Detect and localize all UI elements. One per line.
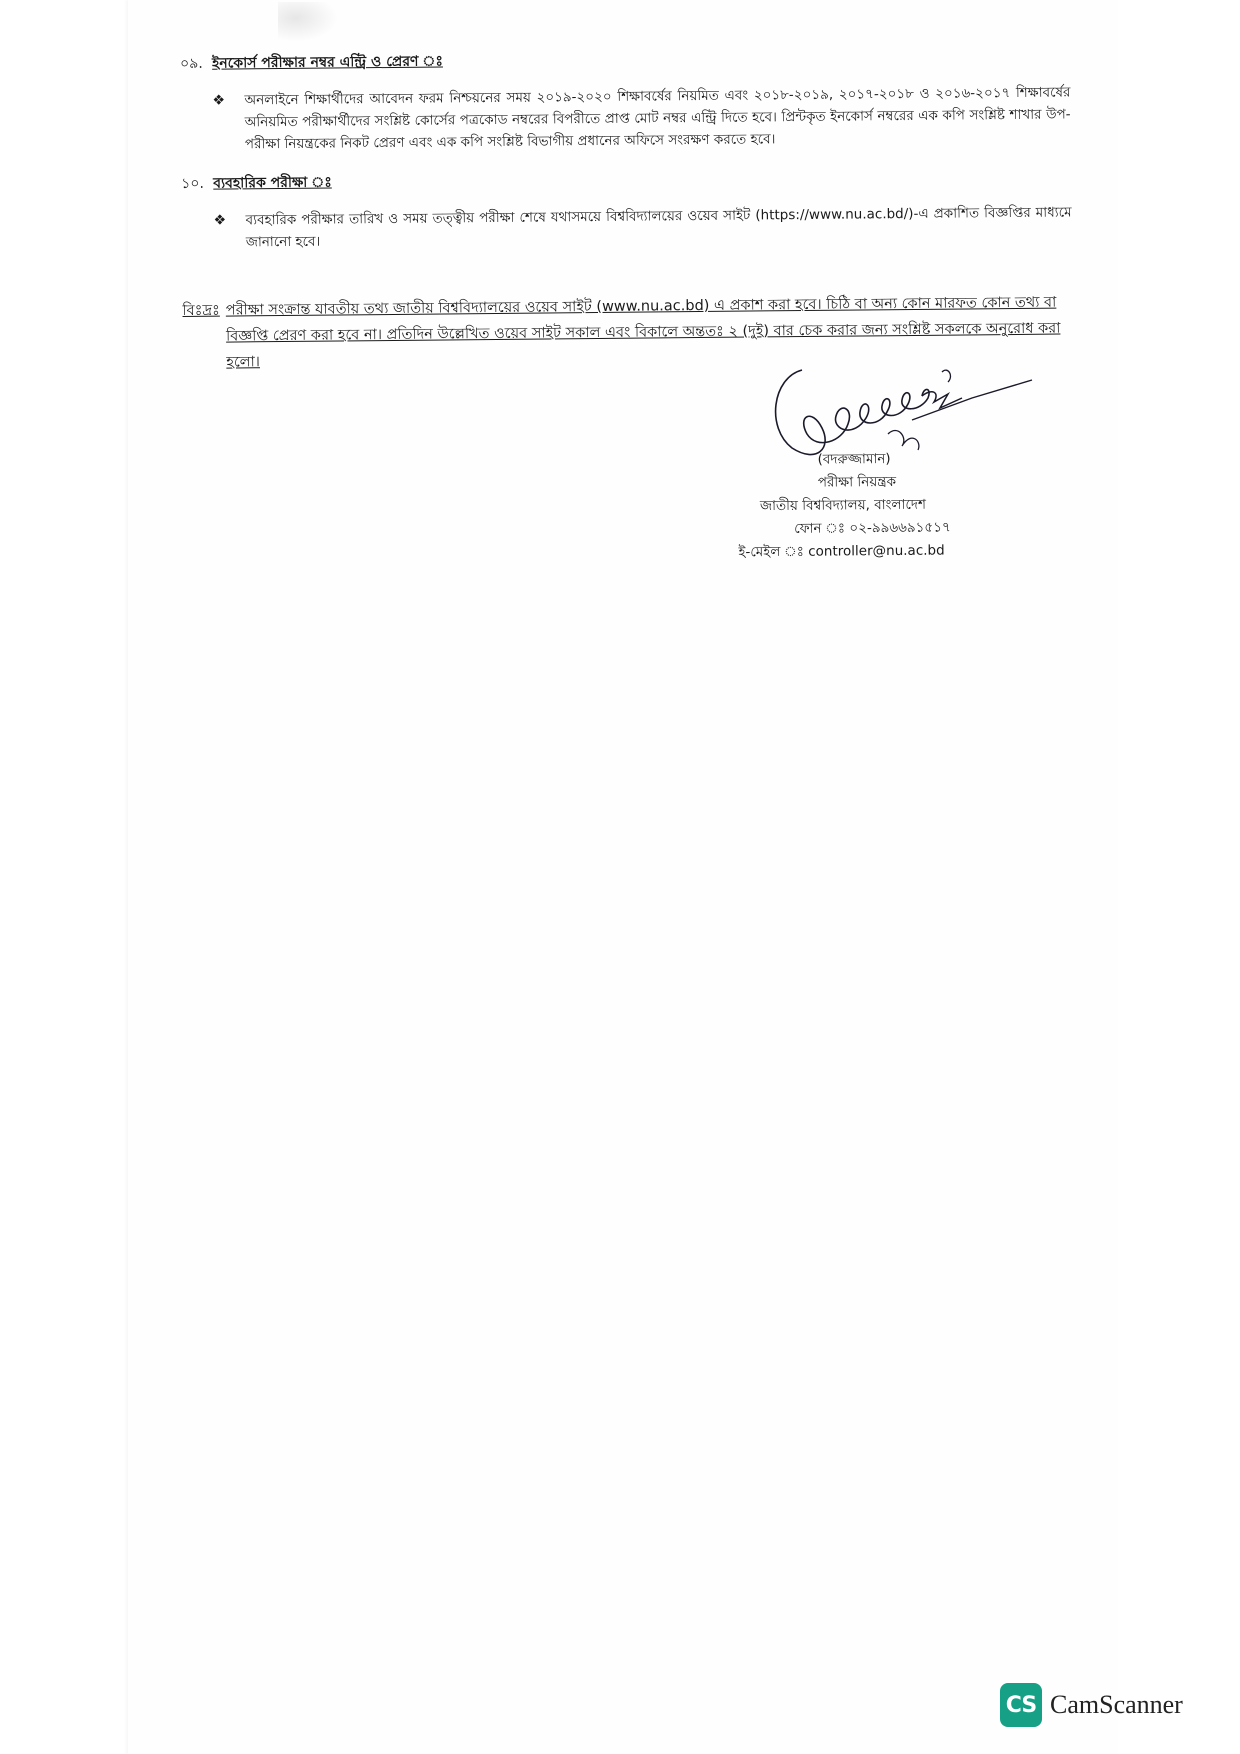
signatory-designation: পরীক্ষা নিয়ন্ত্রক	[817, 473, 897, 491]
signature-details	[738, 447, 1021, 564]
section-10-text: ব্যবহারিক পরীক্ষার তারিখ ও সময় তত্ত্বীয় পরীক্ষা শেষে যথাসময়ে বিশ্ববিদ্যালয়ের ওয়েব সাইট (https://www.nu.ac.bd/)-এ প্রকাশিত বিজ্ঞপ্তির মাধ্যমে জানানো হবে।	[245, 204, 1072, 251]
section-10-heading	[181, 163, 1071, 196]
section-09-item	[210, 81, 1071, 155]
diamond-bullet-icon: ❖	[212, 92, 226, 109]
notice-body	[180, 43, 1073, 376]
camscanner-label: CamScanner	[1050, 1690, 1183, 1719]
section-10-number: ১০.	[181, 175, 204, 192]
note-text: পরীক্ষা সংক্রান্ত যাবতীয় তথ্য জাতীয় বিশ্ববিদ্যালয়ের ওয়েব সাইট (www.nu.ac.bd) এ প্রকাশ করা হবে। চিঠি বা অন্য কোন মারফত কোন তথ্য বা বিজ্ঞপ্তি প্রেরণ করা হবে না। প্রতিদিন উল্লেখিত ওয়েব সাইট সকাল এবং বিকালে অন্ততঃ ২ (দুই) বার চেক করার জন্য সংশ্লিষ্ট সকলকে অনুরোধ করা হলো।	[225, 294, 1061, 371]
signatory-name: (বদরুজ্জামান)	[817, 450, 891, 468]
section-10-title: ব্যবহারিক পরীক্ষা ঃ	[213, 174, 332, 192]
signatory-email: ই-মেইল ঃ controller@nu.ac.bd	[738, 542, 945, 561]
diamond-bullet-icon: ❖	[213, 212, 227, 229]
section-09-title: ইনকোর্স পরীক্ষার নম্বর এন্ট্রি ও প্রেরণ ঃ	[212, 53, 444, 72]
camscanner-logo-icon: CS	[1000, 1683, 1042, 1727]
signatory-institution: জাতীয় বিশ্ববিদ্যালয়, বাংলাদেশ	[759, 496, 926, 515]
camscanner-watermark	[1000, 1683, 1183, 1727]
note-label: বিঃদ্রঃ	[182, 302, 220, 319]
section-09-number: ০৯.	[180, 55, 203, 72]
section-09-text: অনলাইনে শিক্ষার্থীদের আবেদন ফরম নিশ্চয়নের সময় ২০১৯-২০২০ শিক্ষাবর্ষের নিয়মিত এবং ২০১৮-২০১৯, ২০১৭-২০১৮ ও ২০১৬-২০১৭ শিক্ষাবর্ষের অনিয়মিত পরীক্ষার্থীদের সংশ্লিষ্ট কোর্সের পত্রকোড নম্বরের বিপরীতে প্রাপ্ত মোট নম্বর এন্ট্রি দিতে হবে। প্রিন্টকৃত ইনকোর্স নম্বরের এক কপি সংশ্লিষ্ট শাখার উপ-পরীক্ষা নিয়ন্ত্রকের নিকট প্রেরণ এবং এক কপি সংশ্লিষ্ট বিভাগীয় প্রধানের অফিসে সংরক্ষণ করতে হবে।	[244, 84, 1071, 153]
scan-smudge	[278, 2, 338, 42]
signatory-phone: ফোন ঃ ০২-৯৯৬৬৯১৫১৭	[794, 519, 951, 537]
section-10-item	[212, 201, 1072, 253]
